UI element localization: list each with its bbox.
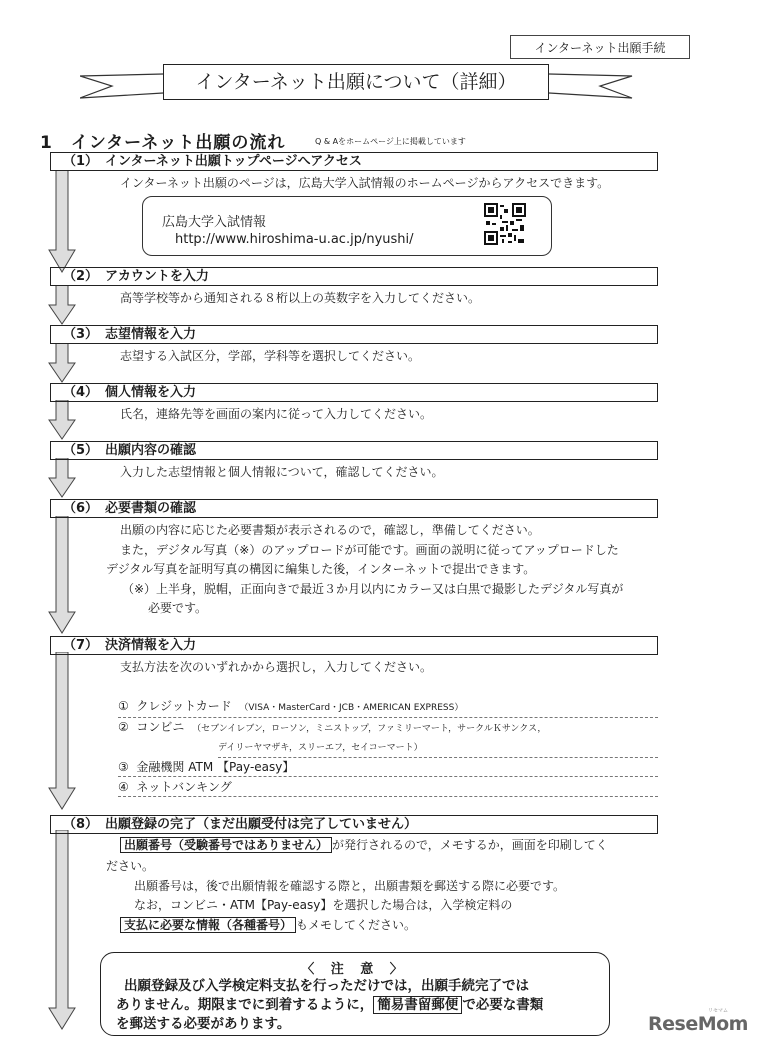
- notice-title: 〈 注 意 〉: [301, 962, 409, 977]
- step-7-description: 支払方法を次のいずれかから選択し，入力してください。: [120, 660, 433, 674]
- flow-arrow-icon: [48, 652, 76, 810]
- step-5-header: [50, 441, 658, 460]
- step-1-label: インターネット出願トップページへアクセス: [105, 154, 362, 169]
- page-title: インターネット出願について（詳細）: [163, 64, 549, 100]
- application-number-highlight: 出願番号（受験番号ではありません）: [120, 837, 332, 853]
- step-7-number: （7）: [63, 638, 99, 653]
- step-8-line-1-cont: ださい。: [106, 859, 155, 873]
- notice-line-1: 出願登録及び入学検定料支払を行っただけでは，出願手続完了では: [124, 978, 529, 994]
- option-mark: ②: [118, 720, 129, 734]
- step-6-number: （6）: [63, 501, 99, 516]
- flow-arrow-icon: [48, 830, 76, 1030]
- step-2-label: アカウントを入力: [105, 269, 209, 284]
- step-6-label: 必要書類の確認: [105, 501, 197, 516]
- qr-code-icon: [484, 203, 526, 245]
- option-name: ネットバンキング: [136, 780, 232, 794]
- flow-arrow-icon: [48, 458, 76, 498]
- step-6-footnote: （※）上半身，脱帽，正面向きで最近３か月以内にカラー又は白黒で撮影したデジタル写真が: [122, 582, 624, 596]
- step-2-number: （2）: [63, 269, 99, 284]
- option-mark: ③: [118, 760, 129, 774]
- notice-line-2-start: ありません。期限までに到着するように，: [116, 997, 374, 1013]
- option-detail: （VISA・MasterCard・JCB・AMERICAN EXPRESS）: [239, 703, 464, 713]
- watermark-small: リセマム: [708, 1008, 728, 1014]
- payment-option-netbanking: [118, 778, 658, 797]
- step-6-line-2: また，デジタル写真（※）のアップロードが可能です。画面の説明に従ってアップロードした: [120, 543, 619, 557]
- step-1-number: （1）: [63, 154, 99, 169]
- registered-mail-highlight: 簡易書留郵便: [373, 996, 462, 1014]
- step-4-header: [50, 383, 658, 402]
- step-1-description: インターネット出願のページは，広島大学入試情報のホームページからアクセスできます。: [120, 176, 610, 190]
- step-4-description: 氏名，連絡先等を画面の案内に従って入力してください。: [120, 407, 433, 421]
- step-8-line-1: [120, 836, 608, 855]
- step-3-label: 志望情報を入力: [105, 327, 197, 342]
- step-3-description: 志望する入試区分，学部，学科等を選択してください。: [120, 349, 421, 363]
- step-4-number: （4）: [63, 385, 99, 400]
- step-1-header: [50, 152, 658, 171]
- step-6-line-3: デジタル写真を証明写真の構図に編集した後，インターネットで提出できます。: [106, 562, 536, 576]
- payment-option-credit: [118, 697, 658, 718]
- option-mark: ④: [118, 780, 129, 794]
- notice-line-2: [116, 996, 602, 1015]
- step-8-line-3: なお，コンビニ・ATM【Pay-easy】を選択した場合は，入学検定料の: [134, 898, 513, 912]
- step-8-line-4: [120, 916, 416, 935]
- step-8-label: 出願登録の完了（まだ出願受付は完了していません）: [105, 817, 418, 832]
- site-name: 広島大学入試情報: [162, 215, 267, 230]
- section-note: Q & Aをホームページ上に掲載しています: [315, 137, 466, 146]
- step-2-description: 高等学校等から通知される８桁以上の英数字を入力してください。: [120, 291, 481, 305]
- notice-line-2-end: で必要な書類: [462, 997, 544, 1013]
- step-2-header: [50, 267, 658, 286]
- option-mark: ①: [118, 699, 129, 713]
- flow-arrow-icon: [48, 170, 76, 273]
- flow-arrow-icon: [48, 285, 76, 325]
- payment-info-highlight: 支払に必要な情報（各種番号）: [120, 917, 296, 933]
- option-name: コンビニ: [136, 720, 185, 734]
- step-4-label: 個人情報を入力: [105, 385, 197, 400]
- payment-option-convenience: [118, 718, 658, 738]
- step-7-label: 決済情報を入力: [105, 638, 197, 653]
- step-6-footnote-cont: 必要です。: [148, 601, 208, 615]
- notice-line-3: を郵送する必要があります。: [116, 1016, 291, 1032]
- section-title: [40, 128, 285, 153]
- option-detail-cont: デイリーヤマザキ，スリーエフ，セイコーマート）: [218, 743, 423, 753]
- flow-arrow-icon: [48, 343, 76, 383]
- option-name: 金融機関 ATM 【Pay-easy】: [136, 760, 295, 774]
- step-3-number: （3）: [63, 327, 99, 342]
- step-8-line-2: 出願番号は，後で出願情報を確認する際と，出願書類を郵送する際に必要です。: [134, 879, 566, 893]
- option-name: クレジットカード: [136, 699, 232, 713]
- step-8-line-4-rest: もメモしてください。: [296, 918, 417, 932]
- section-title-text: インターネット出願の流れ: [70, 133, 286, 153]
- step-5-number: （5）: [63, 443, 99, 458]
- step-5-description: 入力した志望情報と個人情報について，確認してください。: [120, 465, 444, 479]
- flow-arrow-icon: [48, 516, 76, 634]
- step-5-label: 出願内容の確認: [105, 443, 197, 458]
- step-8-number: （8）: [63, 817, 99, 832]
- payment-option-convenience-cont: [218, 737, 658, 758]
- flow-arrow-icon: [48, 400, 76, 440]
- step-6-header: [50, 499, 658, 518]
- section-number: 1: [40, 133, 53, 153]
- site-url-link[interactable]: http://www.hiroshima-u.ac.jp/nyushi/: [175, 232, 414, 247]
- step-7-header: [50, 636, 658, 655]
- step-3-header: [50, 325, 658, 344]
- option-detail: （セブンイレブン，ローソン，ミニストップ，ファミリーマート，サークルＫサンクス，: [192, 724, 547, 734]
- step-6-line-1: 出願の内容に応じた必要書類が表示されるので，確認し，準備してください。: [120, 523, 540, 537]
- document-tag: インターネット出願手続: [510, 35, 690, 59]
- step-8-line-1-rest: が発行されるので，メモするか，画面を印刷してく: [332, 838, 608, 852]
- step-8-header: [50, 815, 658, 834]
- resemom-logo: ReseMom: [648, 1013, 748, 1035]
- notice-body: [116, 977, 602, 1034]
- payment-option-atm: [118, 758, 658, 777]
